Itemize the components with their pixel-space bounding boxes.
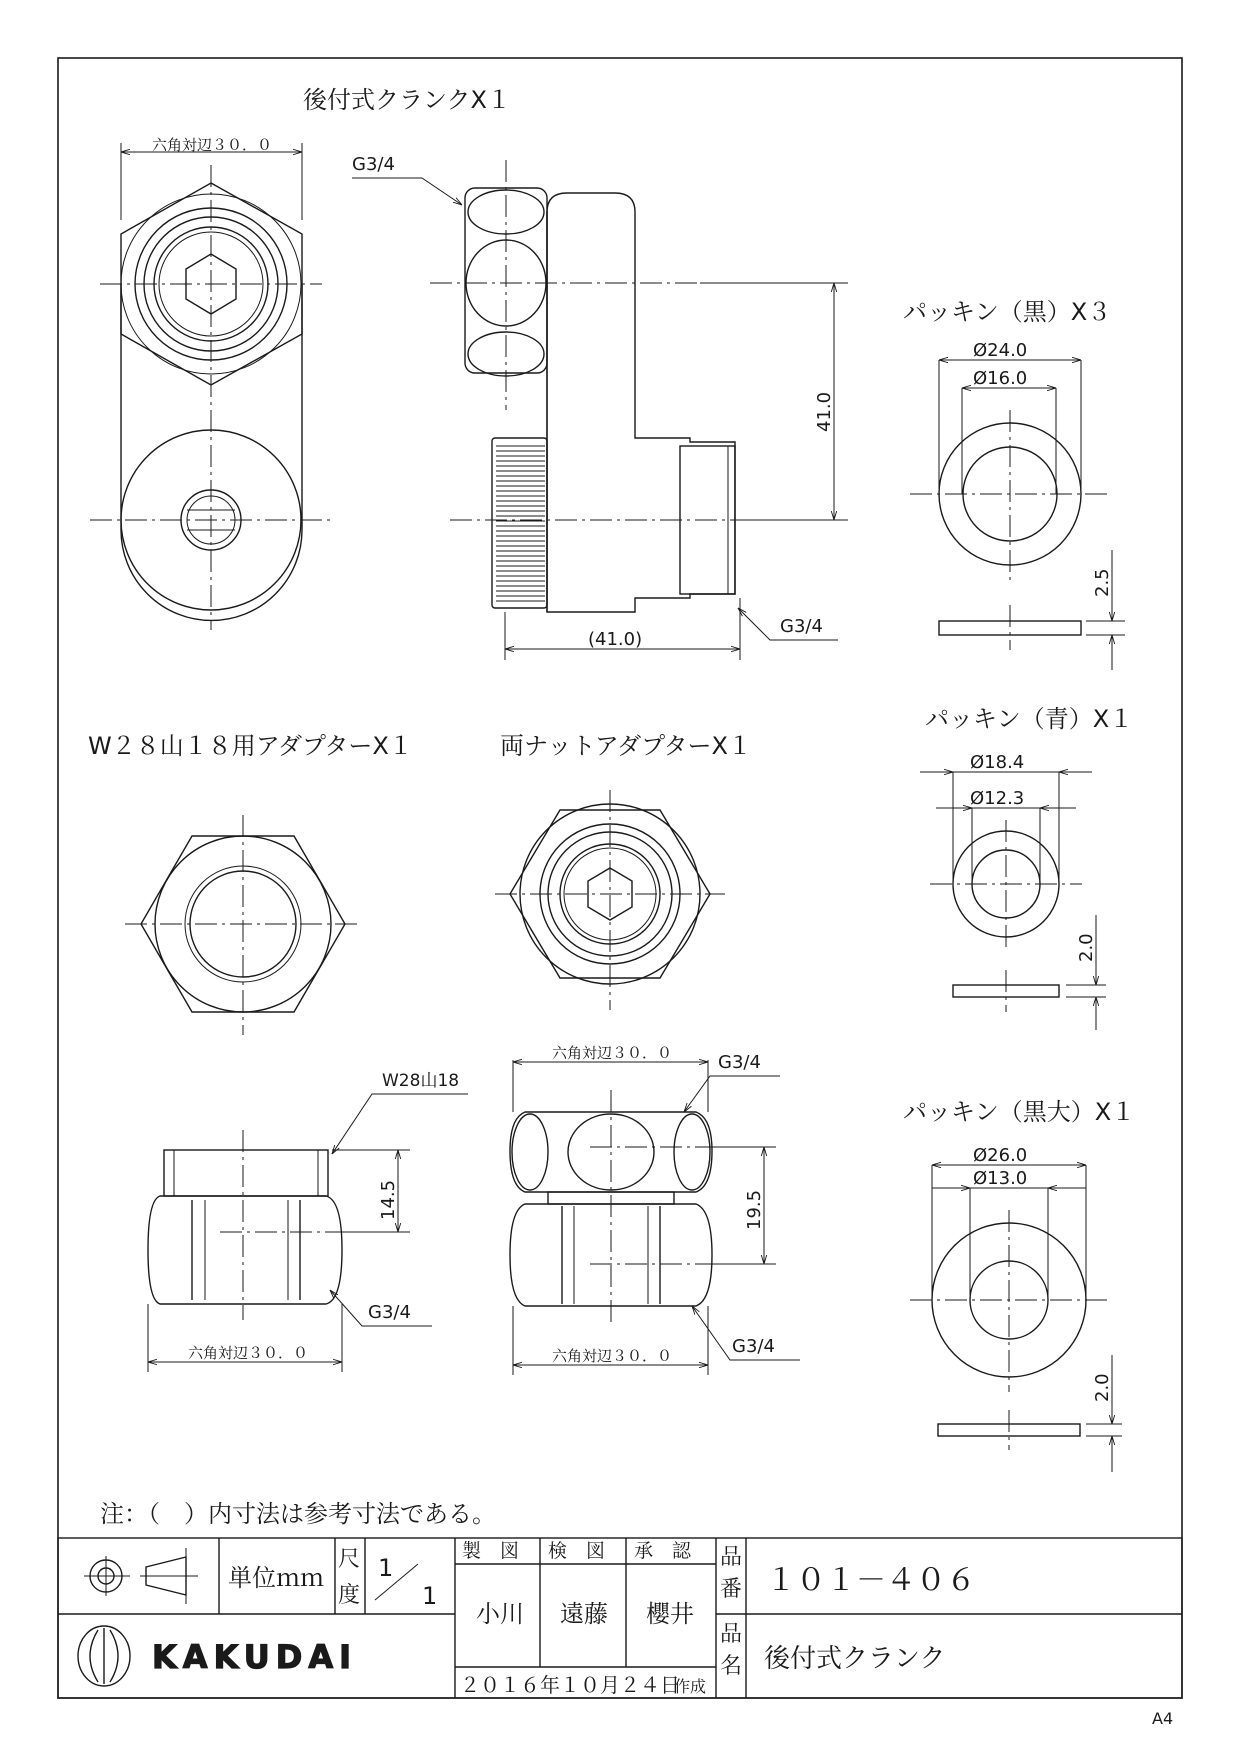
- dn-height: 19.5: [744, 1189, 765, 1230]
- checked-label: 検 図: [548, 1540, 606, 1562]
- part-name: 後付式クランク: [764, 1644, 946, 1674]
- packing-black-large: [903, 1098, 1135, 1472]
- third-angle-projection-icon: [84, 1548, 198, 1604]
- dn-thread-bottom: G3/4: [732, 1336, 775, 1357]
- logo-wordmark: KAKUDAI: [152, 1638, 358, 1676]
- sheet-size: A4: [1152, 1709, 1174, 1728]
- created-label: 作成: [674, 1677, 707, 1696]
- pk-blue-inner: Ø12.3: [970, 788, 1025, 809]
- dn-hex-bottom: 六角対辺３０．０: [552, 1347, 673, 1365]
- pk-large-thick: 2.0: [1092, 1373, 1113, 1402]
- title-block: [58, 1538, 1182, 1698]
- crank-thread-bottom: G3/4: [780, 616, 823, 637]
- packing-black: [903, 298, 1125, 670]
- reference-note: 注：（ ）内寸法は参考寸法である。: [100, 1500, 496, 1528]
- scale-label-1: 尺: [338, 1547, 361, 1572]
- kakudai-logo-icon: [78, 1626, 130, 1686]
- pk-black-inner: Ø16.0: [973, 368, 1028, 389]
- pk-black-outer: Ø24.0: [973, 340, 1028, 361]
- drawn-label: 製 図: [462, 1540, 520, 1562]
- part-name-label-1: 品: [720, 1622, 743, 1647]
- scale-label-2: 度: [338, 1583, 361, 1608]
- pk-large-outer: Ø26.0: [973, 1145, 1028, 1166]
- crank-side-view: [352, 154, 848, 660]
- w28-thread-bottom: G3/4: [368, 1302, 411, 1323]
- checked-by: 遠藤: [560, 1600, 608, 1628]
- crank-width-dim: (41.0): [588, 629, 643, 650]
- pk-blue-outer: Ø18.4: [970, 752, 1025, 773]
- knurl-lines: [496, 446, 545, 601]
- part-no-label-1: 品: [720, 1545, 743, 1570]
- packing-black-large-title: パッキン（黒大）X１: [903, 1098, 1136, 1126]
- part-number: １０１－４０６: [766, 1563, 976, 1598]
- packing-blue-title: パッキン（青）X１: [925, 705, 1134, 733]
- dn-hex-top: 六角対辺３０．０: [552, 1044, 673, 1062]
- approved-label: 承 認: [634, 1540, 692, 1562]
- dn-thread-top: G3/4: [718, 1052, 761, 1073]
- drawing-date: ２０１６年１０月２４日: [460, 1673, 680, 1697]
- part-no-label-2: 番: [720, 1577, 743, 1602]
- pk-black-thick: 2.5: [1092, 568, 1113, 597]
- approved-by: 櫻井: [646, 1600, 694, 1628]
- w28-hex-dim: 六角対辺３０．０: [188, 1344, 309, 1362]
- scale-numerator: 1: [378, 1554, 394, 1582]
- adapter-w28-title: W２８山１８用アダプターX１: [88, 732, 413, 760]
- crank-height-dim: 41.0: [814, 391, 835, 432]
- w28-thread: W28山18: [382, 1071, 460, 1091]
- adapter-double-nut-title: 両ナットアダプターX１: [500, 732, 752, 760]
- pk-large-inner: Ø13.0: [973, 1168, 1028, 1189]
- crank-hex-dim: 六角対辺３０．０: [152, 136, 273, 154]
- packing-blue: [920, 705, 1133, 1030]
- crank-thread-top: G3/4: [352, 154, 395, 175]
- unit-label: 単位ｍｍ: [228, 1564, 324, 1592]
- drawn-by: 小川: [476, 1600, 524, 1628]
- scale-denominator: 1: [422, 1582, 438, 1610]
- crank-front-view: [90, 86, 511, 630]
- adapter-w28: [88, 732, 468, 1372]
- packing-black-title: パッキン（黒）X３: [903, 298, 1112, 326]
- part-name-label-2: 名: [720, 1654, 743, 1679]
- adapter-double-nut: [495, 732, 800, 1375]
- w28-height: 14.5: [378, 1179, 399, 1220]
- crank-title: 後付式クランクX１: [303, 86, 511, 114]
- pk-blue-thick: 2.0: [1076, 933, 1097, 962]
